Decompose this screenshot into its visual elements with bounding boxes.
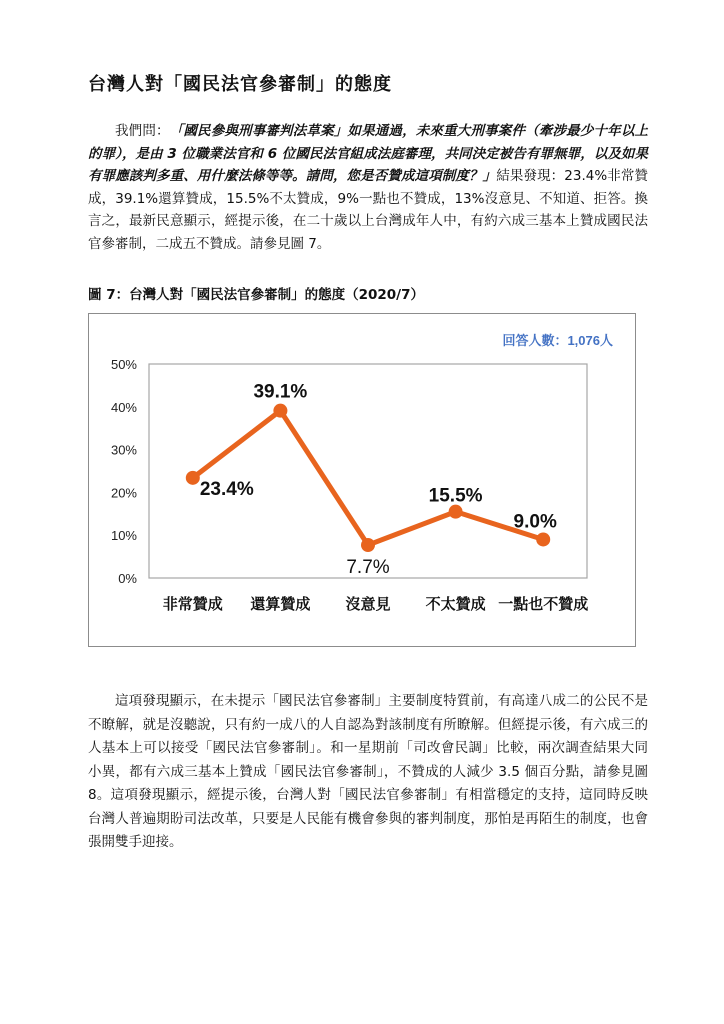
- figure-caption: 圖 7：台灣人對「國民法官參審制」的態度（2020/7）: [88, 287, 424, 303]
- y-tick-label: 0%: [118, 571, 137, 586]
- y-tick-label: 40%: [110, 399, 137, 415]
- page-title: 台灣人對「國民法官參審制」的態度: [88, 74, 392, 95]
- x-tick-label: 還算贊成: [250, 596, 311, 613]
- data-point: [186, 471, 200, 485]
- respondents-count: 回答人數：1,076人: [502, 333, 613, 348]
- data-point: [536, 532, 550, 546]
- discussion-paragraph: 這項發現顯示，在未提示「國民法官參審制」主要制度特質前，有高達八成二的公民不是不瞭解，就是沒聽說，只有約一成八的人自認為對該制度有所瞭解。但經提示後，有六成三的人基本上可以接受「國民法官參審制」。和一星期前「司改會民調」比較，兩次調查結果大同小異，都有六成三基本上贊成「國民法官參審制」，不贊成的人減少 3.5 個百分點，請參見圖 8。這項發現顯示，經提示後，台灣人對「國民法官參審制」有相當穩定的支持，這同時反映台灣人普遍期盼司法改革，只要是人民能有機會參與的審判制度，那怕是再陌生的制度，也會張開雙手迎接。: [88, 693, 648, 850]
- y-tick-label: 50%: [110, 357, 137, 372]
- data-label: 15.5%: [428, 485, 483, 507]
- x-tick-label: 一點也不贊成: [498, 596, 589, 613]
- y-tick-label: 20%: [110, 485, 137, 501]
- survey-question: 「國民參與刑事審判法草案」如果通過，未來重大刑事案件（牽涉最少十年以上的罪），是由 3 位職業法官和 6 位國民法官組成法庭審理，共同決定被告有罪無罪，以及如果有罪應該判多重、用什麼法條等等。請問，您是否贊成這項制度？」: [88, 123, 649, 184]
- intro-paragraph: [88, 120, 648, 255]
- attitude-line-chart: [89, 314, 635, 646]
- data-point: [361, 538, 375, 552]
- chart-frame: [88, 313, 636, 647]
- data-label: 23.4%: [199, 478, 254, 500]
- x-tick-label: 不太贊成: [425, 596, 486, 613]
- data-label: 7.7%: [346, 557, 390, 579]
- data-label: 39.1%: [253, 381, 308, 403]
- x-tick-label: 沒意見: [345, 596, 391, 613]
- intro-lead: 我們問：: [115, 123, 170, 139]
- data-point: [449, 505, 463, 519]
- data-label: 9.0%: [513, 511, 557, 533]
- y-tick-label: 30%: [110, 442, 137, 458]
- series-line: [193, 411, 543, 545]
- data-point: [273, 404, 287, 418]
- x-tick-label: 非常贊成: [162, 596, 223, 613]
- y-tick-label: 10%: [110, 528, 137, 544]
- survey-result: 結果發現：23.4%非常贊成，39.1%還算贊成，15.5%不太贊成，9%一點也不贊成，13%沒意見、不知道、拒答。換言之，最新民意顯示，經提示後，在二十歲以上台灣成年人中，有約六成三基本上贊成國民法官參審制，二成五不贊成。請參見圖 7。: [88, 168, 649, 252]
